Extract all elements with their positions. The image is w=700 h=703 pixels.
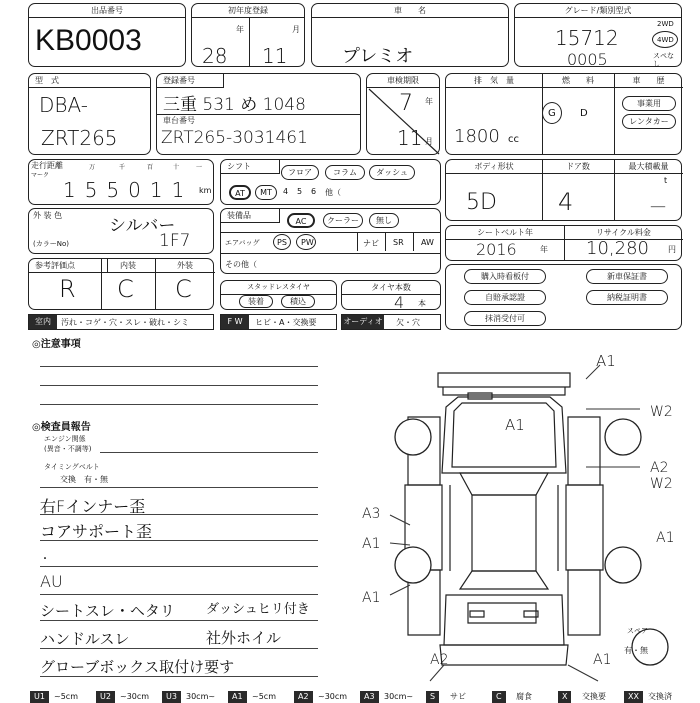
report-note-wheel: 社外ホイル (206, 629, 282, 647)
interior-score: C (117, 275, 134, 303)
displacement-label: 排 気 量 (446, 74, 543, 88)
year-label: 年 (236, 25, 244, 34)
equip-ps: PS (277, 238, 287, 247)
color-label: 外 装 色 (33, 211, 63, 220)
fuel-g: G (548, 108, 556, 119)
spare-label: スペア (627, 627, 648, 635)
car-name-value: プレミオ (342, 46, 414, 67)
timing-label: タイミングベルト (44, 463, 100, 471)
shift-4: 4 (283, 187, 289, 196)
legend-key: XX (624, 691, 643, 703)
legend-value: 交換済 (648, 692, 672, 701)
seatbelt-box (445, 225, 682, 261)
doors-value: 4 (558, 188, 574, 216)
documents-box (445, 264, 682, 330)
tires-unit: 本 (418, 299, 426, 308)
car-name-box (311, 3, 509, 67)
shift-column: コラム (325, 165, 365, 180)
report-item-6: ハンドルスレ (40, 630, 130, 648)
score-value: R (59, 275, 76, 303)
engine-label: エンジン関係 (44, 435, 86, 443)
color-code: 1F7 (159, 231, 191, 251)
fw-row (220, 314, 337, 330)
legend-key: S (426, 691, 439, 703)
recycle-label: リサイクル料金 (564, 226, 683, 240)
doc-warranty: 新車保証書 (586, 269, 668, 284)
inspection-month: 11 (397, 126, 423, 150)
lot-number: KB0003 (35, 24, 142, 57)
report-note-dash: ダッシュヒリ付き (206, 602, 310, 617)
grade-label: グレード/類別型式 (515, 4, 681, 18)
interior-row (28, 314, 214, 330)
score-box (28, 258, 214, 310)
4wd-circle (652, 31, 678, 48)
doc-deregistration: 抹消受付可 (464, 311, 546, 326)
fw-row-text: ヒビ・A・交換要 (255, 318, 317, 327)
model-line-1: DBA- (39, 93, 88, 117)
mark-label: マーク (31, 172, 50, 179)
grade-value-1: 15712 (555, 26, 619, 50)
damage-label-4: A2 (650, 460, 669, 476)
fuel-g-circle (542, 102, 562, 124)
fuel-label: 燃 料 (542, 74, 615, 88)
color-code-label: (カラーNo) (33, 240, 69, 248)
inspection-year: 7 (399, 91, 413, 116)
doors-label: ドア数 (542, 160, 615, 174)
equip-navi: ナビ (363, 239, 379, 248)
model-label: 型 式 (29, 74, 150, 88)
shift-dash: ダッシュ (369, 165, 415, 180)
report-item-2: コアサポート歪 (40, 522, 153, 541)
legend-key: A3 (360, 691, 379, 703)
damage-label-3: W2 (650, 404, 673, 420)
grade-value-2: 0005 (567, 50, 608, 69)
equip-aw: AW (421, 238, 434, 247)
capacity-label: 最大積載量 (614, 160, 683, 174)
shift-floor: フロア (281, 165, 319, 180)
legend-key: U3 (162, 691, 181, 703)
shift-mt: MT (255, 185, 277, 200)
audio-row-label: オーディオ (342, 315, 384, 329)
pw-circle (296, 234, 316, 250)
notes-title: ◎注意事項 (32, 339, 81, 350)
body-box (445, 159, 682, 221)
capacity-value: — (650, 196, 666, 215)
legend-value: 腐食 (516, 692, 532, 701)
opt-spec: スペなし (653, 52, 674, 68)
car-damage-diagram (350, 345, 700, 690)
damage-label-8: A1 (656, 530, 675, 546)
damage-label-1: A1 (596, 352, 616, 370)
usage-rental: レンタカー (622, 114, 676, 129)
unit-juu: 十 (173, 164, 180, 171)
shift-5: 5 (297, 187, 303, 196)
registration-value: 三重 531 め 1048 (163, 95, 306, 115)
seatbelt-value: 2016 (476, 240, 517, 259)
audio-row-text: 欠・穴 (396, 318, 420, 327)
legend-value: ~30cm (318, 692, 348, 701)
report-item-1: 右Fインナー歪 (40, 497, 146, 516)
tires-value: 4 (394, 293, 405, 312)
first-reg-label: 初年度登録 (192, 4, 304, 18)
doc-display-board: 購入時看板付 (464, 269, 546, 284)
interior-label: 内装 (101, 259, 156, 273)
mileage-label: 走行距離 (31, 161, 63, 170)
legend-value: 30cm~ (384, 692, 414, 701)
legend-key: X (558, 691, 571, 703)
audio-row (341, 314, 441, 330)
inspection-box (366, 73, 440, 155)
score-label: 参考評価点 (29, 259, 108, 273)
unit-hyaku: 百 (147, 164, 154, 171)
recycle-unit: 円 (668, 245, 676, 254)
exterior-score: C (175, 275, 192, 303)
fw-row-label: F W (221, 315, 249, 329)
insp-month-label: 月 (425, 137, 433, 146)
car-name-label: 車 名 (312, 4, 508, 18)
doc-tax: 納税証明書 (586, 290, 668, 305)
lot-box (28, 3, 186, 67)
studless-box (220, 280, 337, 310)
damage-label-11: A1 (593, 652, 612, 668)
doc-liability: 自賠承認證 (464, 290, 546, 305)
report-item-5: シートスレ・ヘタリ (40, 602, 175, 620)
mileage-value: 155011 (63, 178, 194, 202)
legend-key: A1 (228, 691, 247, 703)
mileage-km: km (199, 186, 212, 195)
unit-ichi: 一 (196, 164, 203, 171)
shift-box (220, 159, 441, 205)
spare-value: 有・無 (624, 646, 648, 655)
opt-4wd: 4WD (657, 36, 674, 44)
equip-cooler: クーラー (323, 213, 363, 228)
tires-box (341, 280, 441, 310)
recycle-value: 10,280 (586, 238, 649, 259)
legend-value: ~30cm (120, 692, 150, 701)
damage-label-6: A3 (362, 506, 381, 522)
insp-year-label: 年 (425, 97, 433, 106)
legend-value: サビ (450, 692, 466, 701)
opt-2wd: 2WD (657, 20, 674, 28)
equip-ac: AC (287, 213, 315, 228)
inspection-label: 車検期限 (367, 74, 439, 88)
report-item-4: AU (40, 572, 63, 591)
interior-row-text: 汚れ・コゲ・穴・スレ・破れ・シミ (61, 318, 189, 327)
first-reg-year: 28 (202, 44, 228, 68)
legend-key: A2 (294, 691, 313, 703)
color-value: シルバー (109, 216, 176, 236)
registration-label: 登録番号 (157, 74, 224, 88)
unit-sen: 千 (119, 164, 126, 171)
color-box (28, 208, 214, 254)
displacement-unit: cc (508, 134, 519, 145)
month-label: 月 (292, 25, 300, 34)
fuel-d: D (580, 108, 588, 119)
seatbelt-unit: 年 (540, 245, 548, 254)
seatbelt-label: シートベルト年 (446, 226, 565, 240)
usage-business: 事業用 (622, 96, 676, 111)
lot-label: 出品番号 (29, 4, 185, 18)
tires-label: タイヤ本数 (342, 281, 440, 295)
equipment-box (220, 208, 441, 274)
damage-label-10: A2 (430, 652, 449, 668)
studless-mounted: 装着 (239, 295, 273, 308)
mileage-box (28, 159, 214, 205)
engine-box (445, 73, 682, 155)
legend-value: ~5cm (54, 692, 78, 701)
body-label: ボディ形状 (446, 160, 543, 174)
displacement-value: 1800 (454, 126, 500, 147)
studless-label: スタッドレスタイヤ (221, 281, 336, 295)
legend-value: 交換要 (582, 692, 606, 701)
unit-man: 万 (89, 164, 96, 171)
equip-pw: PW (301, 238, 314, 247)
equip-sr: SR (393, 238, 404, 247)
body-value: 5D (466, 190, 497, 215)
damage-label-7: A1 (362, 536, 381, 552)
registration-box (156, 73, 361, 155)
model-box (28, 73, 151, 155)
equip-none: 無し (369, 213, 399, 228)
studless-loaded: 積込 (281, 295, 315, 308)
first-reg-month: 11 (262, 44, 288, 68)
first-registration-box (191, 3, 305, 67)
legend-value: 30cm~ (186, 692, 216, 701)
damage-label-5: W2 (650, 476, 673, 492)
equip-airbag: エアバッグ (225, 239, 260, 247)
report-item-7: グローブボックス取付け要す (40, 658, 235, 676)
legend-key: C (492, 691, 506, 703)
shift-at: AT (229, 185, 251, 200)
ps-circle (273, 234, 291, 250)
chassis-value: ZRT265-3031461 (161, 128, 308, 148)
shift-6: 6 (311, 187, 317, 196)
equipment-label: 装備品 (221, 209, 280, 223)
damage-label-9: A1 (362, 590, 381, 606)
capacity-unit: t (664, 176, 668, 185)
usage-label: 車 歴 (614, 74, 683, 88)
interior-row-label: 室内 (29, 315, 57, 329)
model-line-2: ZRT265 (41, 126, 118, 150)
damage-label-2: A1 (505, 416, 525, 434)
equip-other: その他（ (225, 260, 257, 269)
chassis-label: 車台番号 (163, 116, 195, 125)
shift-other: 他（ (325, 188, 341, 197)
legend-key: U1 (30, 691, 49, 703)
exterior-label: 外装 (155, 259, 215, 273)
shift-label: シフト (221, 160, 280, 174)
engine-sub: (異音・不調等) (44, 445, 92, 453)
legend-key: U2 (96, 691, 115, 703)
legend-value: ~5cm (252, 692, 276, 701)
timing-sub: 交換 有・無 (60, 475, 108, 484)
grade-box (514, 3, 682, 67)
inspector-title: ◎検査員報告 (32, 422, 91, 433)
